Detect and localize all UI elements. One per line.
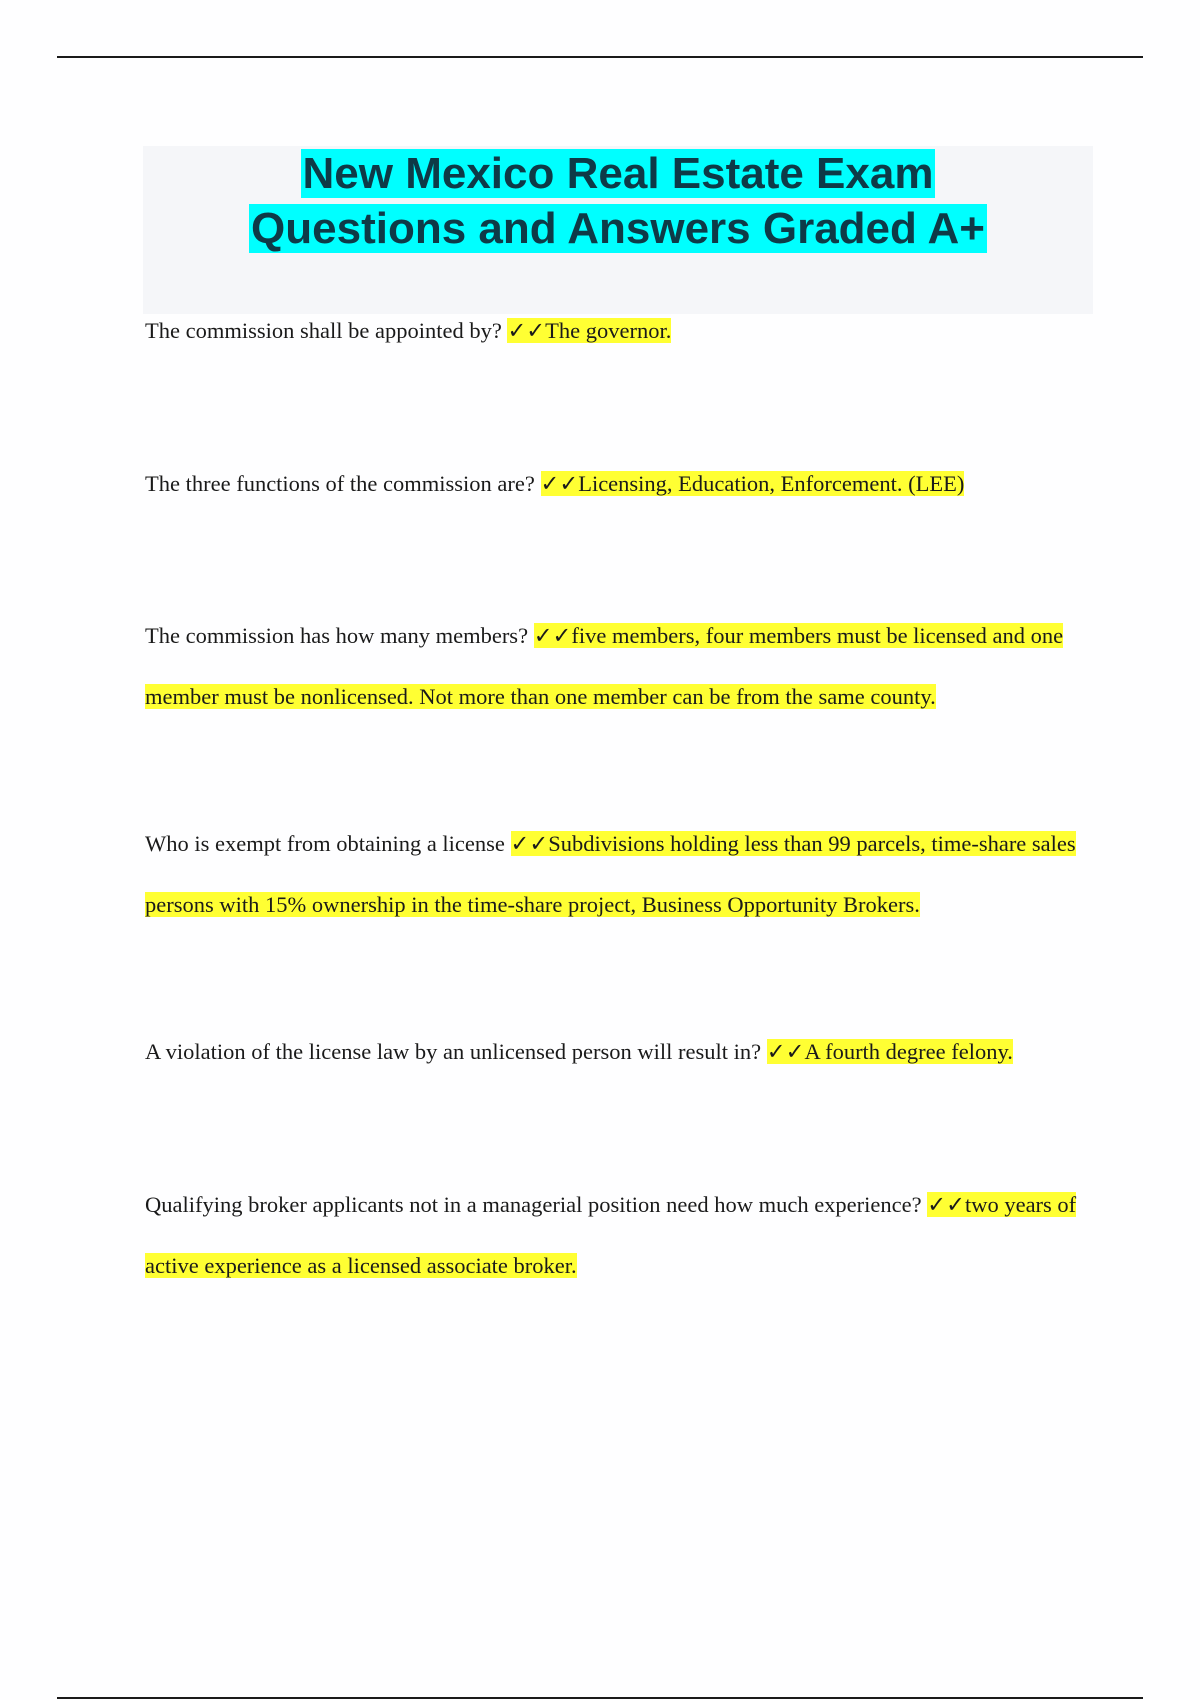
answer-text: ✓✓Licensing, Education, Enforcement. (LEE) [540,471,965,496]
answer-text: ✓✓The governor. [507,318,672,343]
qa-item-1 [145,300,1105,361]
qa-item-2 [145,453,1105,514]
document-title [143,146,1093,256]
bottom-rule [57,1697,1143,1699]
title-line-1: New Mexico Real Estate Exam [302,149,934,198]
question-text: The commission has how many members? [145,623,534,648]
question-text: The commission shall be appointed by? [145,318,508,343]
qa-item-4 [145,813,1105,935]
answer-text: ✓✓A fourth degree felony. [766,1039,1013,1064]
question-text: Qualifying broker applicants not in a managerial position need how much experience? [145,1192,928,1217]
qa-item-3 [145,605,1105,727]
answer-text: ✓✓two years of active experience as a licensed associate broker. [145,1192,1077,1278]
question-text: A violation of the license law by an unlicensed person will result in? [145,1039,767,1064]
qa-item-5 [145,1021,1105,1082]
title-line-2: Questions and Answers Graded A+ [251,204,985,253]
answer-text: ✓✓five members, four members must be licensed and one member must be nonlicensed. Not more than one member can be from the same county. [145,623,1064,709]
question-text: The three functions of the commission are? [145,471,541,496]
top-rule [57,56,1143,58]
qa-item-6 [145,1174,1105,1296]
answer-text: ✓✓Subdivisions holding less than 99 parcels, time-share sales persons with 15% ownership in the time-share project, Business Opportunity Brokers. [145,831,1076,917]
title-block [143,146,1093,314]
question-text: Who is exempt from obtaining a license [145,831,511,856]
